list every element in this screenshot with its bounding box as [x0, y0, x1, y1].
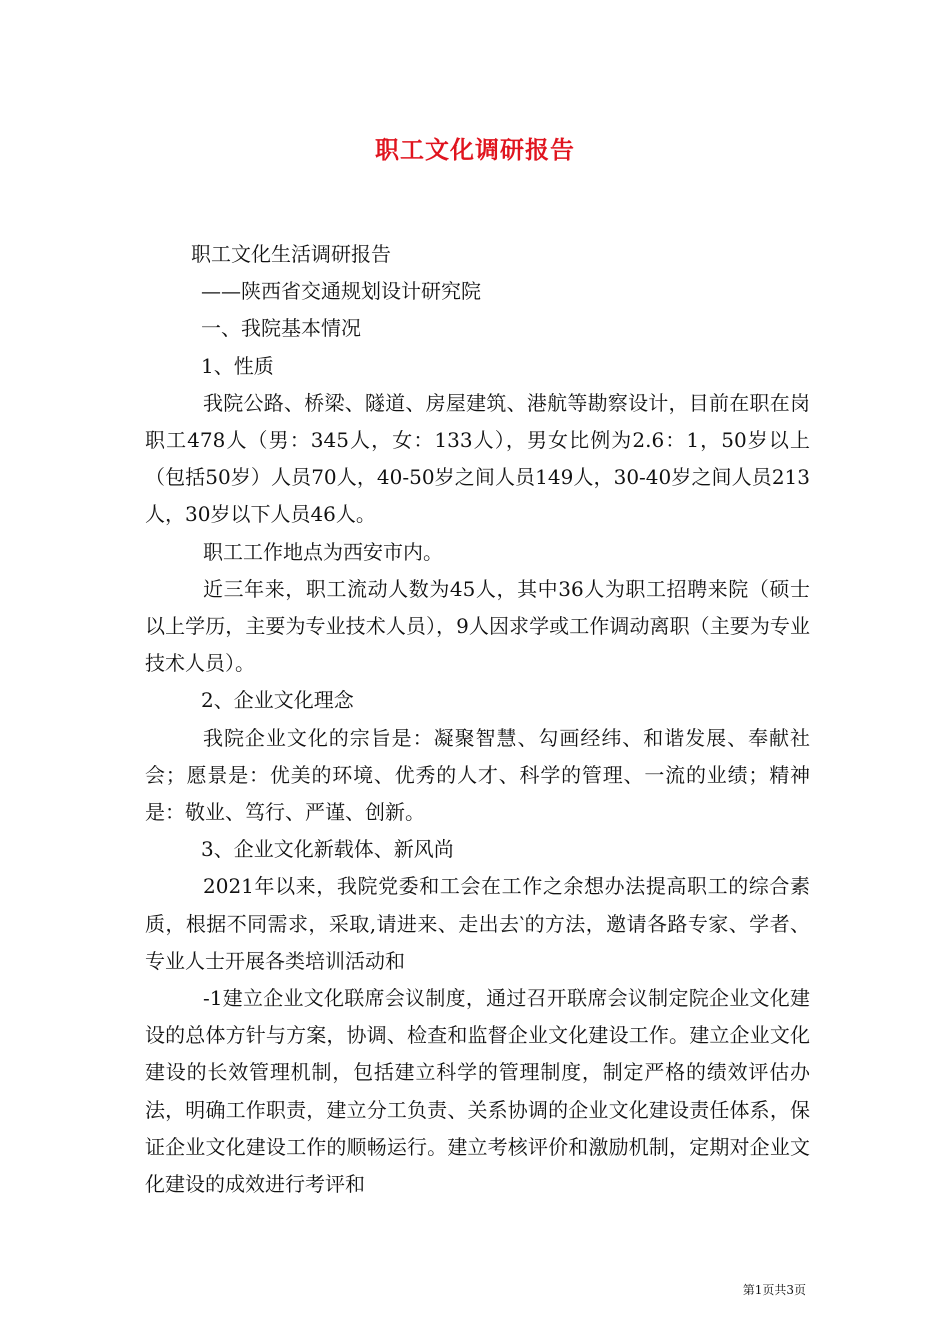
subsection-heading-new-carriers: 3、企业文化新载体、新风尚: [201, 837, 454, 862]
page-number: 第1页共3页: [742, 1283, 806, 1297]
paragraph-culture-concept: 我院企业文化的宗旨是：凝聚智慧、勾画经纬、和谐发展、奉献社会；愿景是：优美的环境、优秀的人才、科学的管理、一流的业绩；精神是：敬业、笃行、严谨、创新。: [145, 725, 810, 825]
paragraph-staff-turnover: 近三年来，职工流动人数为45人，其中36人为职工招聘来院（硕士以上学历，主要为专业技术人员），9人因求学或工作调动离职（主要为专业技术人员）。: [145, 576, 810, 676]
paragraph-training: 2021年以来，我院党委和工会在工作之余想办法提高职工的综合素质，根据不同需求，采取,请进来、走出去‵的方法，邀请各路专家、学者、专业人士开展各类培训活动和: [145, 874, 810, 973]
section-heading-1: 一、我院基本情况: [201, 316, 361, 341]
paragraph-joint-meeting: -1建立企业文化联席会议制度，通过召开联席会议制定院企业文化建设的总体方针与方案，协调、检查和监督企业文化建设工作。建立企业文化建设的长效管理机制，包括建立科学的管理制度，制定严格的绩效评估办法，明确工作职责，建立分工负责、关系协调的企业文化建设责任体系，保证企业文化建设工作的顺畅运行。建立考核评价和激励机制，定期对企业文化建设的成效进行考评和: [145, 986, 810, 1197]
report-subtitle: 职工文化生活调研报告: [191, 242, 391, 266]
subsection-heading-nature: 1、性质: [201, 353, 274, 378]
document-body: [145, 236, 810, 1203]
organization-line: ——陕西省交通规划设计研究院: [201, 279, 481, 304]
paragraph-work-location: 职工工作地点为西安市内。: [203, 539, 443, 564]
subsection-heading-culture-concept: 2、企业文化理念: [201, 688, 354, 713]
paragraph-staff-stats: 我院公路、桥梁、隧道、房屋建筑、港航等勘察设计，目前在职在岗职工478人（男：345人，女：133人），男女比例为2.6：1，50岁以上（包括50岁）人员70人，40-50岁之间人员149人，30-40岁之间人员213人，30岁以下人员46人。: [145, 390, 810, 527]
document-title: 职工文化调研报告: [375, 135, 575, 164]
